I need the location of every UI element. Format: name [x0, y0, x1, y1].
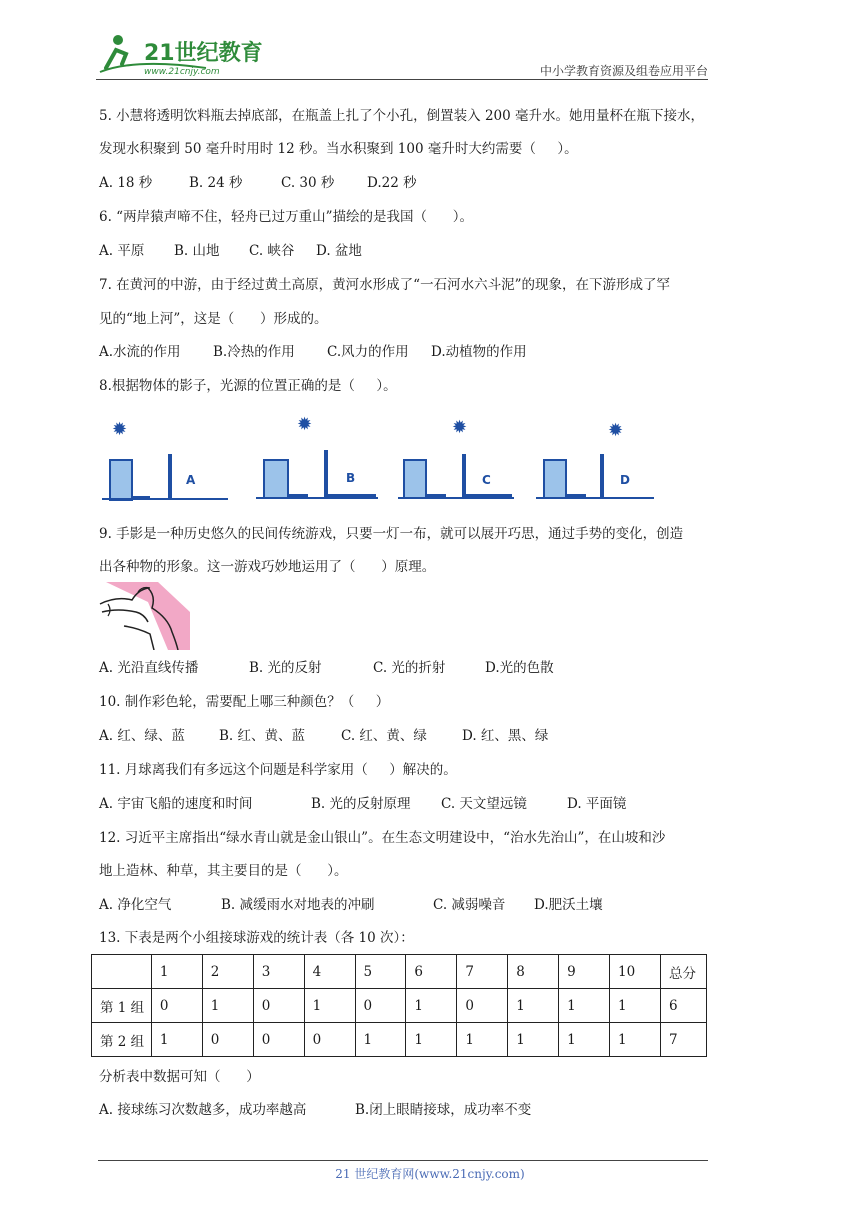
table-cell: 总分 — [660, 955, 706, 989]
shadow-option-c — [398, 417, 514, 499]
svg-text:www.21cnjy.com: www.21cnjy.com — [144, 67, 220, 77]
q12-line-1: 12. 习近平主席指出“绿水青山就是金山银山”。在生态文明建设中，“治水先治山”，在山坡和沙 — [99, 830, 666, 846]
table-cell: 1 — [610, 989, 661, 1023]
svg-text:A: A — [186, 473, 196, 487]
table-cell: 0 — [355, 989, 406, 1023]
q9-line-1: 9. 手影是一种历史悠久的民间传统游戏，只要一灯一布，就可以展开巧思，通过手势的变化，创造 — [99, 526, 684, 542]
q11-option-c: C. 天文望远镜 — [441, 796, 527, 812]
shadow-option-a — [102, 419, 228, 500]
table-cell: 1 — [202, 989, 253, 1023]
table-cell: 7 — [457, 955, 508, 989]
table-cell: 0 — [202, 1023, 253, 1057]
table-cell: 1 — [559, 989, 610, 1023]
q9-option-b: B. 光的反射 — [249, 660, 322, 676]
q5-option-d: D.22 秒 — [367, 175, 417, 191]
q7-line-1: 7. 在黄河的中游，由于经过黄土高原，黄河水形成了“一石河水六斗泥”的现象，在下游形成了罕 — [99, 277, 670, 293]
q10-option-a: A. 红、绿、蓝 — [99, 728, 185, 744]
table-cell: 1 — [508, 1023, 559, 1057]
table-cell: 6 — [660, 989, 706, 1023]
q11-option-b: B. 光的反射原理 — [311, 796, 411, 812]
table-cell: 1 — [457, 1023, 508, 1057]
q13-line-1: 13. 下表是两个小组接球游戏的统计表（各 10 次）： — [99, 930, 414, 946]
sun-icon: ✹ — [297, 414, 313, 435]
logo-icon — [96, 28, 266, 78]
q11-line-1: 11. 月球离我们有多远这个问题是科学家用（ ）解决的。 — [99, 762, 457, 778]
shadow-option-b — [256, 414, 378, 499]
table-cell: 6 — [406, 955, 457, 989]
q13-line-2: 分析表中数据可知（ ） — [99, 1069, 260, 1085]
svg-text:C: C — [482, 473, 491, 487]
table-cell: 10 — [610, 955, 661, 989]
table-cell: 第 1 组 — [92, 989, 152, 1023]
table-row — [92, 989, 707, 1023]
table-cell: 1 — [508, 989, 559, 1023]
table-cell: 1 — [304, 989, 355, 1023]
table-cell: 7 — [660, 1023, 706, 1057]
q7-option-b: B.冷热的作用 — [213, 344, 295, 360]
table-cell: 1 — [559, 1023, 610, 1057]
svg-text:21世纪教育: 21世纪教育 — [144, 41, 263, 66]
q10-line-1: 10. 制作彩色轮，需要配上哪三种颜色？（ ） — [99, 694, 390, 710]
table-cell: 2 — [202, 955, 253, 989]
q6-option-d: D. 盆地 — [316, 243, 362, 259]
q10-option-b: B. 红、黄、蓝 — [219, 728, 306, 744]
catch-stats-table — [91, 954, 707, 1057]
table-cell: 1 — [406, 1023, 457, 1057]
table-cell — [92, 955, 152, 989]
q12-option-d: D.肥沃土壤 — [534, 897, 603, 913]
q7-option-c: C.风力的作用 — [327, 344, 409, 360]
q11-option-a: A. 宇宙飞船的速度和时间 — [99, 796, 253, 812]
q5-option-a: A. 18 秒 — [99, 175, 153, 191]
table-cell: 5 — [355, 955, 406, 989]
sun-icon: ✹ — [608, 420, 624, 441]
q5-option-c: C. 30 秒 — [281, 175, 335, 191]
shadow-figure — [100, 410, 660, 506]
table-row — [92, 1023, 707, 1057]
table-cell: 0 — [151, 989, 202, 1023]
q5-option-b: B. 24 秒 — [189, 175, 243, 191]
q7-option-d: D.动植物的作用 — [431, 344, 527, 360]
table-header-row — [92, 955, 707, 989]
table-cell: 8 — [508, 955, 559, 989]
shadow-option-d — [536, 420, 654, 499]
q12-option-c: C. 减弱噪音 — [433, 897, 506, 913]
q5-line-1: 5. 小慧将透明饮料瓶去掉底部，在瓶盖上扎了个小孔，倒置装入 200 毫升水。她用量杯在瓶下接水， — [99, 108, 705, 124]
q11-option-d: D. 平面镜 — [567, 796, 627, 812]
q9-option-a: A. 光沿直线传播 — [99, 660, 199, 676]
table-cell: 0 — [304, 1023, 355, 1057]
table-cell: 4 — [304, 955, 355, 989]
q6-line-1: 6. “两岸猿声啼不住，轻舟已过万重山”描绘的是我国（ ）。 — [99, 209, 473, 225]
footer-divider — [98, 1160, 708, 1161]
q10-option-d: D. 红、黑、绿 — [462, 728, 549, 744]
platform-title: 中小学教育资源及组卷应用平台 — [539, 64, 708, 78]
svg-text:D: D — [620, 473, 630, 487]
sun-icon: ✹ — [452, 417, 468, 438]
sun-icon: ✹ — [112, 419, 128, 440]
q9-option-c: C. 光的折射 — [373, 660, 446, 676]
table-cell: 1 — [610, 1023, 661, 1057]
q7-option-a: A.水流的作用 — [99, 344, 181, 360]
table-cell: 1 — [151, 1023, 202, 1057]
table-cell: 1 — [151, 955, 202, 989]
q8-line-1: 8.根据物体的影子，光源的位置正确的是（ ）。 — [99, 378, 397, 394]
q9-line-2: 出各种物的形象。这一游戏巧妙地运用了（ ）原理。 — [99, 559, 436, 575]
hand-shadow-figure — [98, 582, 190, 650]
q6-option-a: A. 平原 — [99, 243, 145, 259]
q12-option-a: A. 净化空气 — [99, 897, 172, 913]
q13-option-b: B.闭上眼睛接球，成功率不变 — [355, 1102, 532, 1118]
table-cell: 0 — [253, 1023, 304, 1057]
header-divider — [96, 79, 708, 80]
table-cell: 1 — [355, 1023, 406, 1057]
q12-option-b: B. 减缓雨水对地表的冲刷 — [221, 897, 375, 913]
q12-line-2: 地上造林、种草，其主要目的是（ ）。 — [99, 863, 348, 879]
q7-line-2: 见的“地上河”，这是（ ）形成的。 — [99, 311, 328, 327]
table-cell: 0 — [253, 989, 304, 1023]
q9-option-d: D.光的色散 — [485, 660, 554, 676]
table-cell: 0 — [457, 989, 508, 1023]
table-cell: 9 — [559, 955, 610, 989]
table-cell: 3 — [253, 955, 304, 989]
q10-option-c: C. 红、黄、绿 — [341, 728, 427, 744]
q13-option-a: A. 接球练习次数越多，成功率越高 — [99, 1102, 307, 1118]
table-cell: 第 2 组 — [92, 1023, 152, 1057]
table-cell: 1 — [406, 989, 457, 1023]
svg-text:B: B — [346, 471, 356, 485]
q6-option-c: C. 峡谷 — [249, 243, 295, 259]
footer-site-link[interactable]: 21 世纪教育网(www.21cnjy.com) — [335, 1167, 525, 1181]
q5-line-2: 发现水积聚到 50 毫升时用时 12 秒。当水积聚到 100 毫升时大约需要（ ）。 — [99, 141, 578, 157]
q6-option-b: B. 山地 — [174, 243, 220, 259]
page-header — [96, 28, 708, 80]
